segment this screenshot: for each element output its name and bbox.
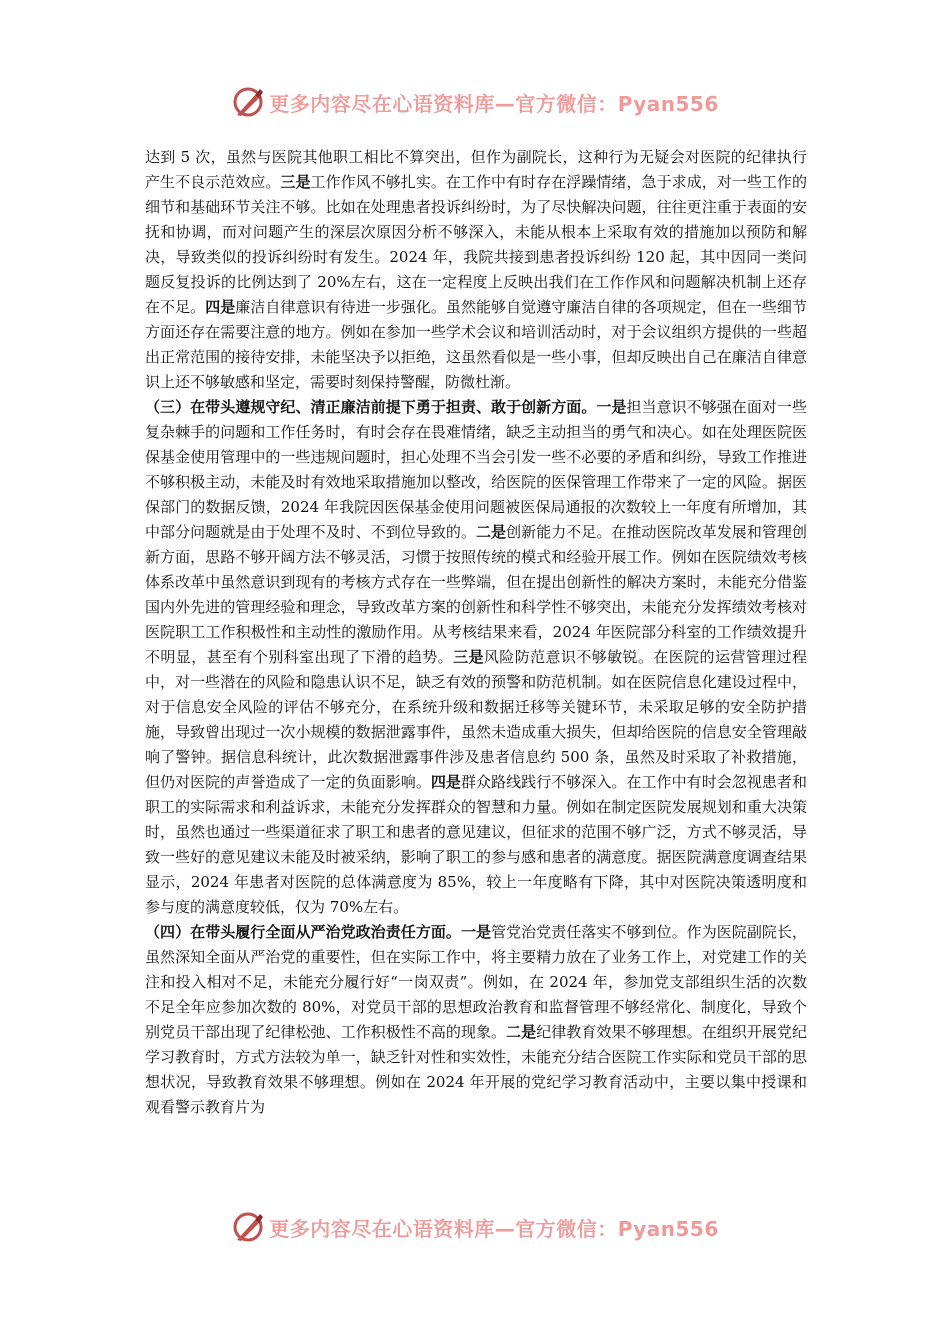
bold-heading-text: 三是 xyxy=(453,648,484,666)
bold-heading-text: 二是 xyxy=(476,523,507,541)
paragraph-text: 风险防范意识不够敏锐。在医院的运营管理过程中，对一些潜在的风险和隐患认识不足，缺乏有效的预警和防范机制。如在医院信息化建设过程中，对于信息安全风险的评估不够充分，在系统升级和数据迁移等关键环节，未采取足够的安全防护措施，导致曾出现过一次小规模的数据泄露事件，虽然未造成重大损失，但却给医院的信息安全管理敲响了警钟。据信息科统计，此次数据泄露事件涉及患者信息约 500 条，虽然及时采取了补救措施，但仍对医院的声誉造成了一定的负面影响。 xyxy=(145,648,807,791)
pen-logo-icon xyxy=(231,85,265,119)
bold-heading-text: （四）在带头履行全面从严治党政治责任方面。 xyxy=(145,923,461,941)
header-watermark-banner xyxy=(0,78,950,126)
paragraph-text: 管党治党责任落实不够到位。作为医院副院长，虽然深知全面从严治党的重要性，但在实际工作中，将主要精力放在了业务工作上，对党建工作的关注和投入相对不足，未能充分履行好“一岗双责”。例如，在 2024 年，参加党支部组织生活的次数不足全年应参加次数的 80%，对党员干部的思想政治教育和监督管理不够经常化、制度化，导致个别党员干部出现了纪律松弛、工作积极性不高的现象。 xyxy=(145,923,807,1041)
paragraph-text: 担当意识不够强在面对一些复杂棘手的问题和工作任务时，有时会存在畏难情绪，缺乏主动担当的勇气和决心。如在处理医院医保基金使用管理中的一些违规问题时，担心处理不当会引发一些不必要的矛盾和纠纷，导致工作推进不够积极主动，未能及时有效地采取措施加以整改，给医院的医保管理工作带来了一定的风险。据医保部门的数据反馈，2024 年我院因医保基金使用问题被医保局通报的次数较上一年度有所增加，其中部分问题就是由于处理不及时、不到位导致的。 xyxy=(145,398,807,541)
bold-heading-text: 二是 xyxy=(506,1023,537,1041)
body-paragraph xyxy=(145,145,807,395)
bold-heading-text: 三是 xyxy=(280,173,311,191)
bold-heading-text: 四是 xyxy=(205,298,236,316)
document-body xyxy=(145,145,807,1120)
bold-heading-text: 四是 xyxy=(430,773,461,791)
watermark-text: 更多内容尽在心语资料库—官方微信：Pyan556 xyxy=(269,1216,719,1241)
bold-heading-text: 一是 xyxy=(596,398,627,416)
watermark-text: 更多内容尽在心语资料库—官方微信：Pyan556 xyxy=(269,91,719,116)
paragraph-text: 群众路线践行不够深入。在工作中有时会忽视患者和职工的实际需求和利益诉求，未能充分发挥群众的智慧和力量。例如在制定医院发展规划和重大决策时，虽然也通过一些渠道征求了职工和患者的意见建议，但征求的范围不够广泛，方式不够灵活，导致一些好的意见建议未能及时被采纳，影响了职工的参与感和患者的满意度。据医院满意度调查结果显示，2024 年患者对医院的总体满意度为 85%，较上一年度略有下降，其中对医院决策透明度和参与度的满意度较低，仅为 70%左右。 xyxy=(145,773,807,916)
paragraph-text: 纪律教育效果不够理想。在组织开展党纪学习教育时，方式方法较为单一，缺乏针对性和实效性，未能充分结合医院工作实际和党员干部的思想状况，导致教育效果不够理想。例如在 2024 年开展的党纪学习教育活动中，主要以集中授课和观看警示教育片为 xyxy=(145,1023,807,1116)
bold-heading-text: 一是 xyxy=(460,923,492,941)
body-paragraph xyxy=(145,395,807,920)
body-paragraph xyxy=(145,920,807,1120)
pen-logo-icon xyxy=(231,1210,265,1244)
paragraph-text: 创新能力不足。在推动医院改革发展和管理创新方面，思路不够开阔方法不够灵活，习惯于按照传统的模式和经验开展工作。例如在医院绩效考核体系改革中虽然意识到现有的考核方式存在一些弊端，但在提出创新性的解决方案时，未能充分借鉴国内外先进的管理经验和理念，导致改革方案的创新性和科学性不够突出，未能充分发挥绩效考核对医院职工工作积极性和主动性的激励作用。从考核结果来看，2024 年医院部分科室的工作绩效提升不明显，甚至有个别科室出现了下滑的趋势。 xyxy=(145,523,807,666)
paragraph-text: 达到 5 次，虽然与医院其他职工相比不算突出，但作为副院长，这种行为无疑会对医院的纪律执行产生不良示范效应。 xyxy=(145,148,807,191)
paragraph-text: 工作作风不够扎实。在工作中有时存在浮躁情绪，急于求成，对一些工作的细节和基础环节关注不够。比如在处理患者投诉纠纷时，为了尽快解决问题，往往更注重于表面的安抚和协调，而对问题产生的深层次原因分析不够深入，未能从根本上采取有效的措施加以预防和解决，导致类似的投诉纠纷时有发生。2024 年，我院共接到患者投诉纠纷 120 起，其中因同一类问题反复投诉的比例达到了 20%左右，这在一定程度上反映出我们在工作作风和问题解决机制上还存在不足。 xyxy=(145,173,807,316)
paragraph-text: 廉洁自律意识有待进一步强化。虽然能够自觉遵守廉洁自律的各项规定，但在一些细节方面还存在需要注意的地方。例如在参加一些学术会议和培训活动时，对于会议组织方提供的一些超出正常范围的接待安排，未能坚决予以拒绝，这虽然看似是一些小事，但却反映出自己在廉洁自律意识上还不够敏感和坚定，需要时刻保持警醒，防微杜渐。 xyxy=(145,298,807,391)
bold-heading-text: （三）在带头遵规守纪、清正廉洁前提下勇于担责、敢于创新方面。 xyxy=(145,398,597,416)
footer-watermark-banner xyxy=(0,1203,950,1251)
